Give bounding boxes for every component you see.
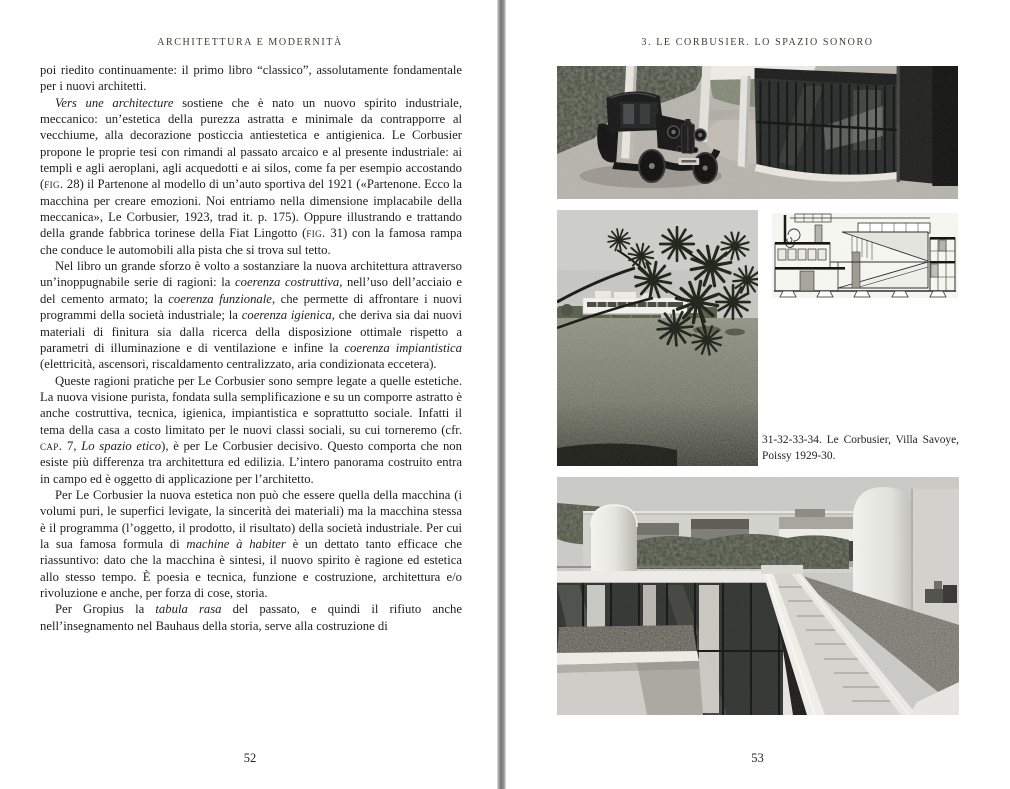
- running-head-left: ARCHITETTURA E MODERNITÀ: [157, 37, 343, 48]
- photo-villa-meadow-svg: [557, 210, 758, 466]
- paragraph: Per Gropius la tabula rasa del passato, e quindi il rifiuto anche nell’insegnamento nel Bauhaus della storia, serve alla costruzione di: [40, 602, 462, 633]
- photo-car-svg: [557, 66, 958, 199]
- paragraph: Per Le Corbusier la nuova estetica non può che essere quella della macchina (i volumi puri, le superfici levigate, la sincerità dei materiali) ma la macchina stessa è il programma (l’oggetto, il prodotto, il risultato) della società industriale. Per cui la sua famosa formula di machine à habiter è un dettato tanto efficace che riassuntivo: dato che la macchina è sintesi, il nuovo spirito è ragione ed estetica allo stesso tempo. È poesia e tecnica, funzione e costruzione, architettura e/o rivoluzione e anche, per forza di cose, storia.: [40, 487, 462, 600]
- figure-photo-villa-meadow: [557, 210, 758, 466]
- figure-caption: 31-32-33-34. Le Corbusier, Villa Savoye, Poissy 1929-30.: [762, 434, 959, 462]
- page-number-left: 52: [243, 751, 257, 765]
- roof-terrace-svg: [557, 477, 959, 715]
- section-drawing-svg: [772, 213, 958, 298]
- page-gutter: [497, 0, 506, 789]
- figure-drawing-section: [772, 213, 958, 298]
- page-number-right: 53: [751, 751, 764, 765]
- page-right: [506, 0, 1010, 789]
- paragraph: Queste ragioni pratiche per Le Corbusier sono sempre legate a quelle estetiche. La nuova visione purista, fondata sulla semplificazione e su un comporre astratto è anche costruttiva, tecnica, igienica, impiantistica e soprattutto sociale. Infatti il tema della casa a costo limitato per le nuovi classi sociali, su cui torneremo (cfr. cap. 7, Lo spazio etico), è per Le Corbusier decisivo. Questo comporta che non esiste più differenza tra architettura ed edilizia. L’intero panorama costruito entra in campo ed è oggetto di applicazione per l’architetto.: [40, 373, 462, 486]
- paragraph: Nel libro un grande sforzo è volto a sostanziare la nuova architettura attraverso un’inoppugnabile serie di ragioni: la coerenza costruttiva, nell’uso dell’acciaio e del cemento armato; la coerenza funzionale, che permette di affrontare i nuovi programmi della società industriale; la coerenza igienica, che deriva sia dai nuovi materiali di finitura sia dalla ricerca della disposizione ottimale rispetto a parametri di illuminazione e di ventilazione e infine la coerenza impiantistica (elettricità, ascensori, riscaldamento centralizzato, aria condizionata eccetera).: [40, 259, 462, 372]
- paragraph: poi riedito continuamente: il primo libro “classico”, assolutamente fondamentale per i nuovi architetti.: [40, 63, 462, 94]
- paragraph: Vers une architecture sostiene che è nato un nuovo spirito industriale, meccanico: un’estetica della purezza astratta e minimale da contrapporre al vecchiume, alla decorazione posticcia antiestetica e antigienica. Le Corbusier propone le proprie tesi con rimandi al passato arcaico e al presente industriale: ai templi e agli aeroplani, agli acquedotti e ai silos, come fa per esempio accostando (fig. 28) il Partenone al modello di un’auto sportiva del 1921 («Partenone. Ecco la macchina per creare emozioni. Noi entriamo nella dimensione implacabile della meccanica», Le Corbusier, 1923, trad it. p. 175). Oppure illustrando e trattando della grande fabbrica torinese della Fiat Lingotto (fig. 31) con la famosa rampa che conduce le automobili alla pista che si trova sul tetto.: [40, 95, 462, 257]
- figure-photo-roof-terrace: [557, 477, 959, 715]
- page-left: [0, 0, 497, 789]
- running-head-right: 3. LE CORBUSIER. LO SPAZIO SONORO: [641, 37, 874, 48]
- figure-photo-car-under-pilotis: [557, 66, 958, 199]
- body-text: [40, 62, 462, 634]
